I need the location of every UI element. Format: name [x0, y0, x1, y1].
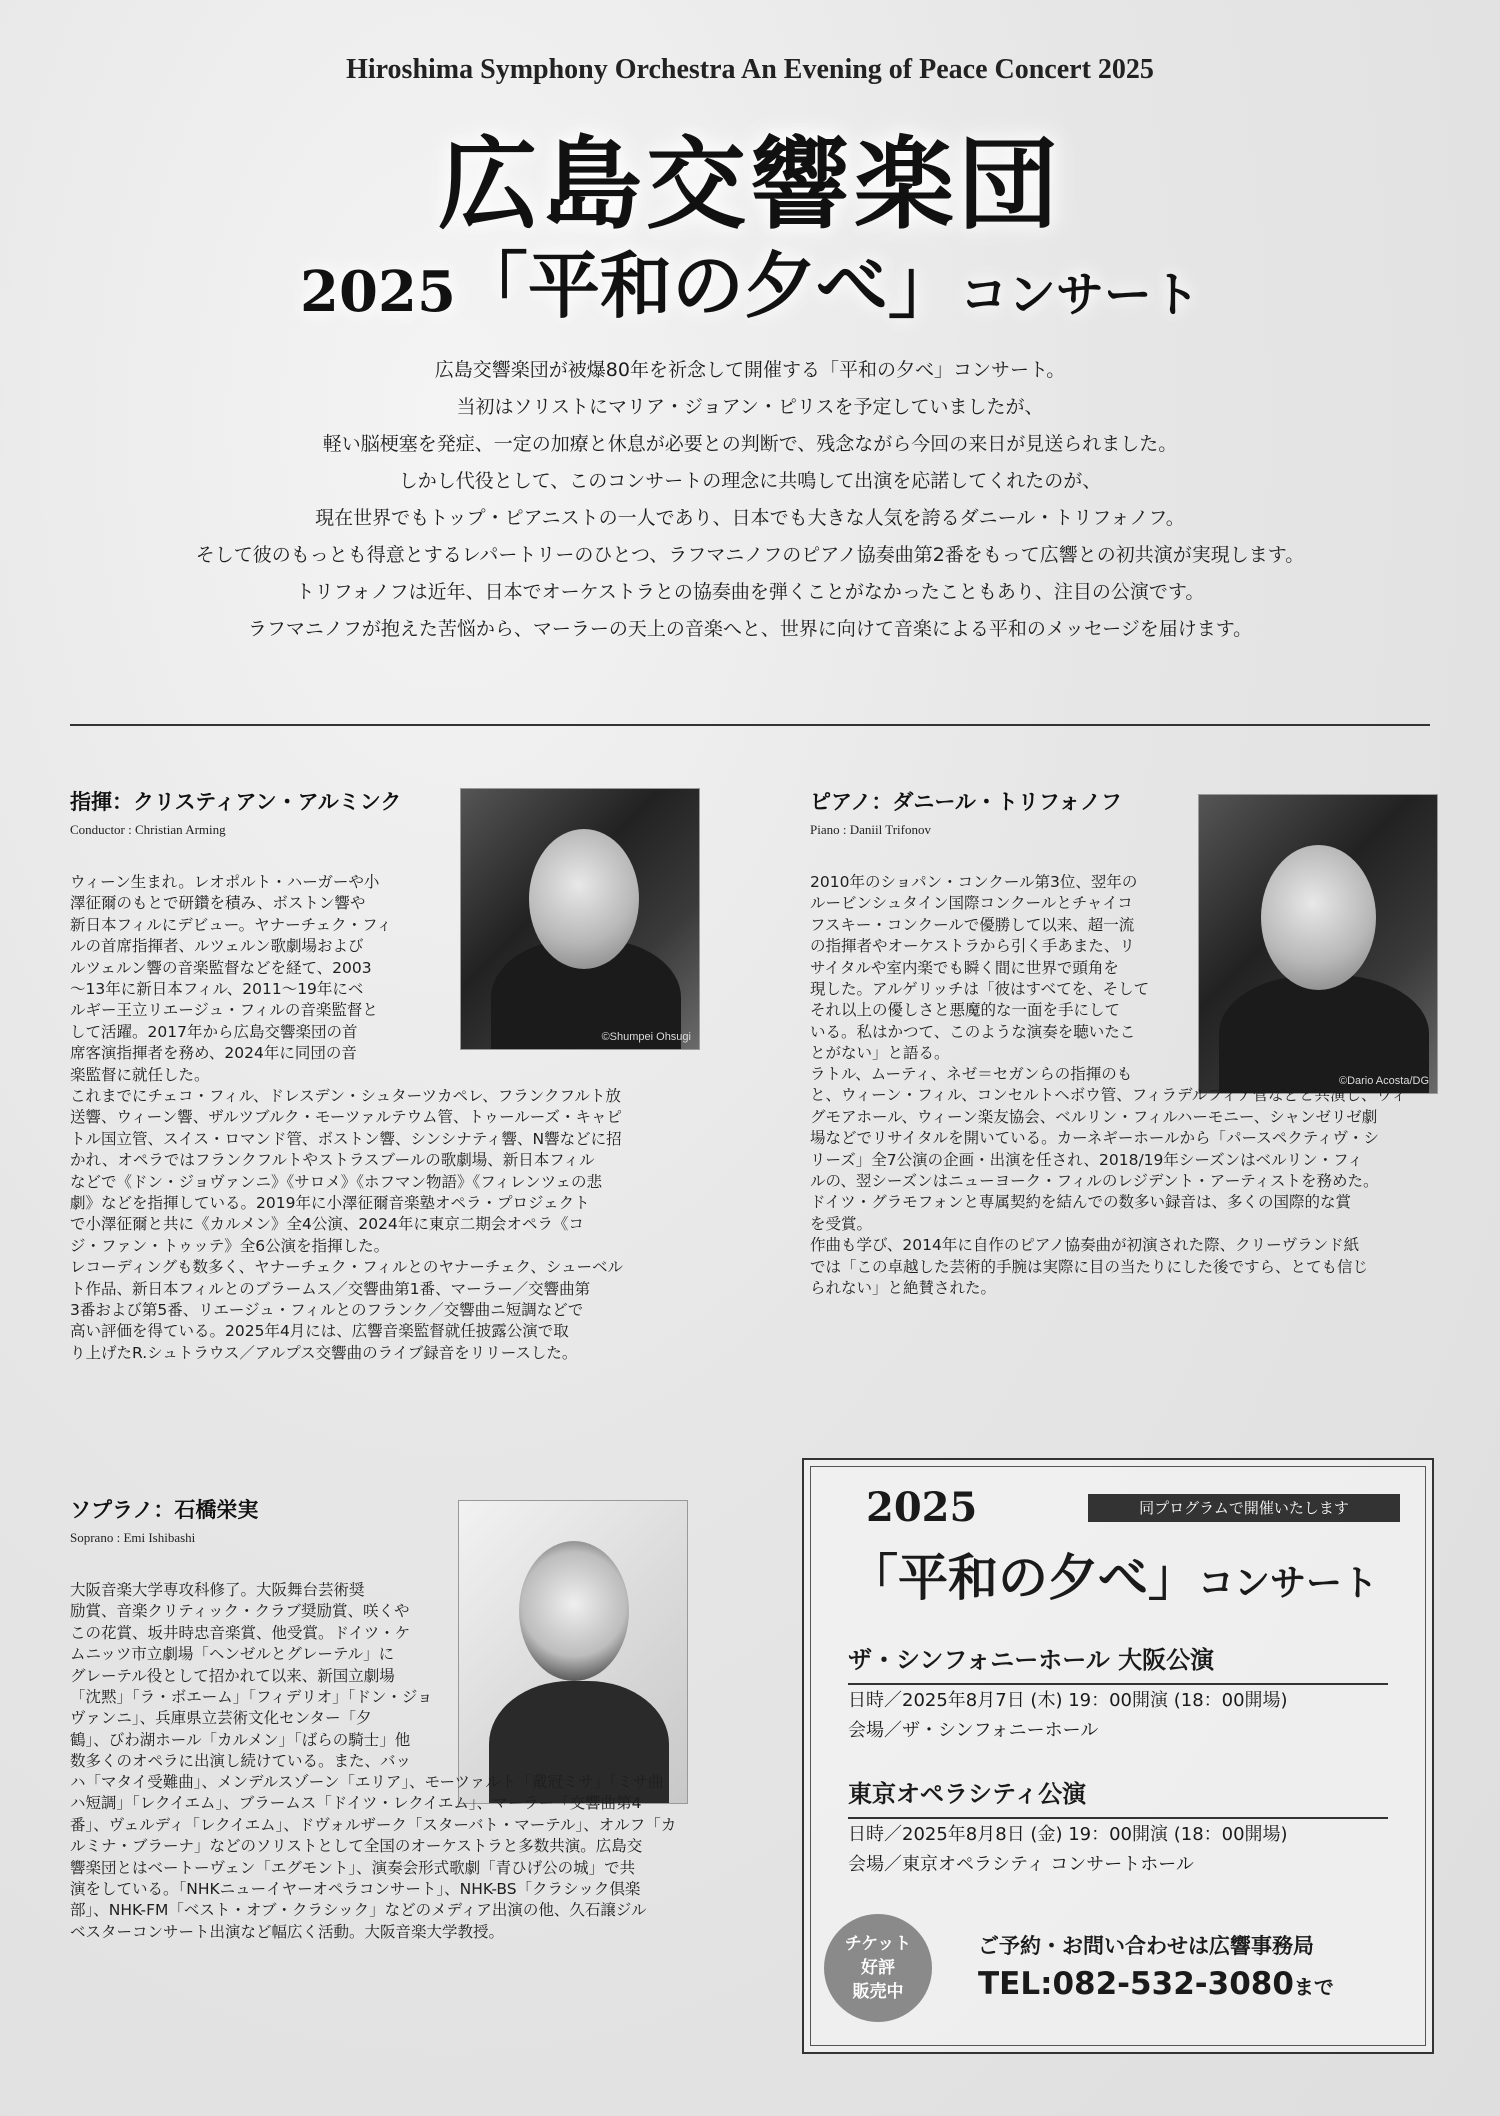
contact-tel	[978, 1966, 1334, 2002]
contact-line: ご予約・お問い合わせは広響事務局	[978, 1934, 1314, 1958]
bio-line: かれ、オペラではフランクフルトやストラスブールの歌劇場、新日本フィル	[70, 1151, 595, 1170]
ticket-badge-line: 販売中	[852, 1982, 904, 2002]
concert-subtitle	[0, 228, 1500, 332]
bio-line: 作曲も学び、2014年に自作のピアノ協奏曲が初演された際、クリーヴランド紙	[810, 1236, 1360, 1255]
bio-line: 数多くのオペラに出演し続けている。また、バッ	[70, 1752, 412, 1771]
contact-info	[978, 1930, 1334, 2002]
bio-line: 澤征爾のもとで研鑽を積み、ボストン響や	[70, 894, 366, 913]
bio-line: リーズ」全7公演の企画・出演を任され、2018/19年シーズンはベルリン・フィ	[810, 1150, 1363, 1169]
bio-line: ドイツ・グラモフォンと専属契約を結んでの数多い録音は、多くの国際的な賞	[810, 1193, 1351, 1212]
intro-line: 現在世界でもトップ・ピアニストの一人であり、日本でも大きな人気を誇るダニール・トリフォノフ。	[315, 507, 1185, 529]
bio-line: ベスターコンサート出演など幅広く活動。大阪音楽大学教授。	[70, 1922, 505, 1941]
box-title-main: 「平和の夕べ」	[848, 1548, 1198, 1607]
bio-line: ハ短調」「レクイエム」、ブラームス「ドイツ・レクイエム」、マーラー「交響曲第4	[70, 1794, 642, 1813]
bio-line: グモアホール、ウィーン楽友協会、ベルリン・フィルハーモニー、シャンゼリゼ劇	[810, 1107, 1378, 1126]
bio-line: フスキー・コンクールで優勝して以来、超一流	[810, 915, 1135, 934]
bio-line: 現した。アルゲリッチは「彼はすべてを、そして	[810, 980, 1150, 999]
bio-line: それ以上の優しさと悪魔的な一面を手にして	[810, 1001, 1121, 1020]
bio-line: して活躍。2017年から広島交響楽団の首	[70, 1022, 358, 1041]
bio-line: と、ウィーン・フィル、コンセルトヘボウ管、フィラデルフィア管などと共演し、ウィ	[810, 1086, 1407, 1105]
bio-line: ラトル、ムーティ、ネゼ＝セガンらの指揮のも	[810, 1065, 1133, 1083]
venue-name: ザ・シンフォニーホール 大阪公演	[848, 1640, 1388, 1685]
venue-tokyo	[848, 1774, 1388, 1879]
bio-line: 演をしている。「NHKニューイヤーオペラコンサート」、NHK-BS「クラシック倶楽	[70, 1880, 641, 1899]
intro-line: そして彼のもっとも得意とするレパートリーのひとつ、ラフマニノフのピアノ協奏曲第2番をもって広響との初共演が実現します。	[195, 544, 1305, 566]
bio-line: を受賞。	[810, 1214, 873, 1233]
bio-line: ト作品、新日本フィルとのブラームス／交響曲第1番、マーラー／交響曲第	[70, 1279, 591, 1298]
conductor-role-en: Conductor : Christian Arming	[70, 822, 226, 837]
conductor-role: 指揮：クリスティアン・アルミンク	[70, 790, 402, 814]
intro-line: 当初はソリストにマリア・ジョアン・ピリスを予定していましたが、	[456, 396, 1044, 418]
bio-line: 励賞、音楽クリティック・クラブ奨励賞、咲くや	[70, 1602, 410, 1621]
bio-line: 劇》などを指揮している。2019年に小澤征爾音楽塾オペラ・プロジェクト	[70, 1194, 590, 1213]
bio-line: ルービンシュタイン国際コンクールとチャイコ	[810, 894, 1133, 913]
bio-line: ジ・ファン・トゥッテ》全6公演を指揮した。	[70, 1236, 390, 1255]
bio-line: 2010年のショパン・コンクール第3位、翌年の	[810, 873, 1138, 891]
intro-line: 広島交響楽団が被爆80年を祈念して開催する「平和の夕べ」コンサート。	[434, 359, 1066, 381]
bio-line: ルの首席指揮者、ルツェルン歌劇場および	[70, 937, 364, 956]
bio-line: トル国立管、スイス・ロマンド管、ボストン響、シンシナティ響、N響などに招	[70, 1129, 622, 1148]
conductor-bio-narrow	[70, 872, 450, 1086]
bio-line: の指揮者やオーケストラから引く手あまた、リ	[810, 937, 1135, 956]
conductor-photo-credit: ©Shumpei Ohsugi	[601, 1031, 691, 1043]
bio-line: この花賞、坂井時忠音楽賞、他受賞。ドイツ・ケ	[70, 1623, 411, 1642]
ticket-badge-line: チケット	[844, 1934, 912, 1954]
conductor-bio-wide	[70, 1086, 700, 1364]
bio-line: ウィーン生まれ。レオポルト・ハーガーや小	[70, 873, 380, 891]
bio-line: ヴァンニ」、兵庫県立芸術文化センター「夕	[70, 1709, 372, 1728]
bio-line: 響楽団とはベートーヴェン「エグモント」、演奏会形式歌劇「青ひげ公の城」で共	[70, 1858, 636, 1877]
box-title	[848, 1538, 1378, 1610]
bio-line: レコーディングも数多く、ヤナーチェク・フィルとのヤナーチェク、シューベル	[70, 1258, 624, 1277]
venue-date: 日時／2025年8月7日 (木) 19：00開演 (18：00開場)	[848, 1690, 1288, 1711]
intro-line: しかし代役として、このコンサートの理念に共鳴して出演を応諾してくれたのが、	[398, 470, 1102, 492]
tel-number: TEL:082-532-3080	[978, 1966, 1294, 2002]
same-program-badge: 同プログラムで開催いたします	[1088, 1494, 1400, 1522]
bio-line: 席客演指揮者を務め、2024年に同団の音	[70, 1044, 357, 1063]
section-divider	[70, 724, 1430, 726]
pianist-bio-wide	[810, 1064, 1438, 1299]
soprano-heading	[70, 1494, 258, 1546]
english-title: Hiroshima Symphony Orchestra An Evening of Peace Concert 2025	[346, 54, 1154, 85]
bio-line: などで《ドン・ジョヴァンニ》《サロメ》《ホフマン物語》《フィレンツェの悲	[70, 1172, 603, 1191]
soprano-bio-narrow	[70, 1580, 454, 1773]
concert-info-box	[802, 1458, 1434, 2054]
pianist-role: ピアノ：ダニール・トリフォノフ	[810, 790, 1122, 814]
pianist-heading	[810, 786, 1122, 838]
bio-line: られない」と絶賛された。	[810, 1279, 997, 1298]
subtitle-tail: コンサート	[959, 267, 1200, 323]
japanese-title: 広島交響楽団	[438, 125, 1062, 243]
venue-place: 会場／ザ・シンフォニーホール	[848, 1720, 1099, 1741]
intro-line: トリフォノフは近年、日本でオーケストラとの協奏曲を弾くことがなかったこともあり、注目の公演です。	[295, 581, 1205, 603]
subtitle-main: 「平和の夕べ」	[455, 243, 960, 328]
subtitle-year: 2025	[300, 259, 456, 325]
bio-line: 送響、ウィーン響、ザルツブルク・モーツァルテウム管、トゥールーズ・キャピ	[70, 1108, 623, 1127]
bio-line: サイタルや室内楽でも瞬く間に世界で頭角を	[810, 958, 1119, 977]
bio-line: 大阪音楽大学専攻科修了。大阪舞台芸術奨	[70, 1581, 365, 1599]
pianist-role-en: Piano : Daniil Trifonov	[810, 822, 931, 837]
venue-name: 東京オペラシティ公演	[848, 1774, 1388, 1819]
bio-line: 新日本フィルにデビュー。ヤナーチェク・フィ	[70, 915, 392, 934]
bio-line: ルミナ・ブラーナ」などのソリストとして全国のオーケストラと多数共演。広島交	[70, 1837, 643, 1856]
bio-line: ルの、翌シーズンはニューヨーク・フィルのレジデント・アーティストを務めた。	[810, 1172, 1379, 1191]
venue-date: 日時／2025年8月8日 (金) 19：00開演 (18：00開場)	[848, 1824, 1288, 1845]
bio-line: 「沈黙」「ラ・ボエーム」「フィデリオ」「ドン・ジョ	[70, 1688, 433, 1707]
pianist-photo	[1198, 794, 1438, 1094]
box-year: 2025	[866, 1484, 978, 1531]
bio-line: 楽監督に就任した。	[70, 1065, 210, 1084]
box-title-tail: コンサート	[1198, 1562, 1379, 1604]
tel-suffix: まで	[1293, 1975, 1334, 1999]
bio-line: ハ「マタイ受難曲」、メンデルスゾーン「エリア」、モーツァルト「戴冠ミサ」「ミサ曲	[70, 1773, 664, 1791]
ticket-badge-line: 好評	[861, 1958, 895, 1978]
bio-line: グレーテル役として招かれて以来、新国立劇場	[70, 1666, 395, 1685]
bio-line: これまでにチェコ・フィル、ドレスデン・シュターツカペレ、フランクフルト放	[70, 1087, 621, 1105]
bio-line: ルツェルン響の音楽監督などを経て、2003	[70, 958, 372, 977]
conductor-heading	[70, 786, 401, 838]
conductor-photo	[460, 788, 700, 1050]
bio-line: とがない」と語る。	[810, 1044, 950, 1063]
bio-line: では「この卓越した芸術的手腕は実際に目の当たりにした後ですら、とても信じ	[810, 1257, 1369, 1276]
soprano-photo	[458, 1500, 688, 1804]
bio-line: ムニッツ市立劇場「ヘンゼルとグレーテル」に	[70, 1645, 395, 1664]
bio-line: 高い評価を得ている。2025年4月には、広響音楽監督就任披露公演で取	[70, 1322, 569, 1341]
ticket-on-sale-badge	[824, 1914, 932, 2022]
bio-line: 3番および第5番、リエージュ・フィルとのフランク／交響曲ニ短調などで	[70, 1301, 584, 1320]
intro-line: ラフマニノフが抱えた苦悩から、マーラーの天上の音楽へと、世界に向けて音楽による平和のメッセージを届けます。	[247, 618, 1253, 640]
bio-line: ～13年に新日本フィル、2011～19年にベ	[70, 980, 364, 999]
pianist-photo-credit: ©Dario Acosta/DG	[1338, 1075, 1429, 1087]
bio-line: 部」、NHK-FM「ベスト・オブ・クラシック」などのメディア出演の他、久石譲ジル	[70, 1901, 647, 1920]
venue-osaka	[848, 1640, 1388, 1745]
soprano-role-en: Soprano : Emi Ishibashi	[70, 1530, 196, 1545]
pianist-bio-narrow	[810, 872, 1192, 1065]
bio-line: で小澤征爾と共に《カルメン》全4公演、2024年に東京二期会オペラ《コ	[70, 1215, 584, 1234]
bio-line: り上げたR.シュトラウス／アルプス交響曲のライブ録音をリリースした。	[70, 1343, 578, 1362]
soprano-role: ソプラノ：石橋栄実	[70, 1498, 259, 1522]
soprano-bio-wide	[70, 1772, 700, 1943]
intro-text	[0, 352, 1500, 648]
bio-line: 場などでリサイタルを開いている。カーネギーホールから「パースペクティヴ・シ	[810, 1129, 1380, 1148]
bio-line: 鶴」、びわ湖ホール「カルメン」「ばらの騎士」他	[70, 1730, 411, 1749]
bio-line: 番」、ヴェルディ「レクイエム」、ドヴォルザーク「スターバト・マーテル」、オルフ「カ	[70, 1815, 677, 1834]
venue-place: 会場／東京オペラシティ コンサートホール	[848, 1854, 1194, 1875]
intro-line: 軽い脳梗塞を発症、一定の加療と休息が必要との判断で、残念ながら今回の来日が見送られました。	[322, 433, 1178, 455]
bio-line: いる。私はかつて、このような演奏を聴いたこ	[810, 1022, 1136, 1041]
bio-line: ルギー王立リエージュ・フィルの音楽監督と	[70, 1001, 378, 1020]
